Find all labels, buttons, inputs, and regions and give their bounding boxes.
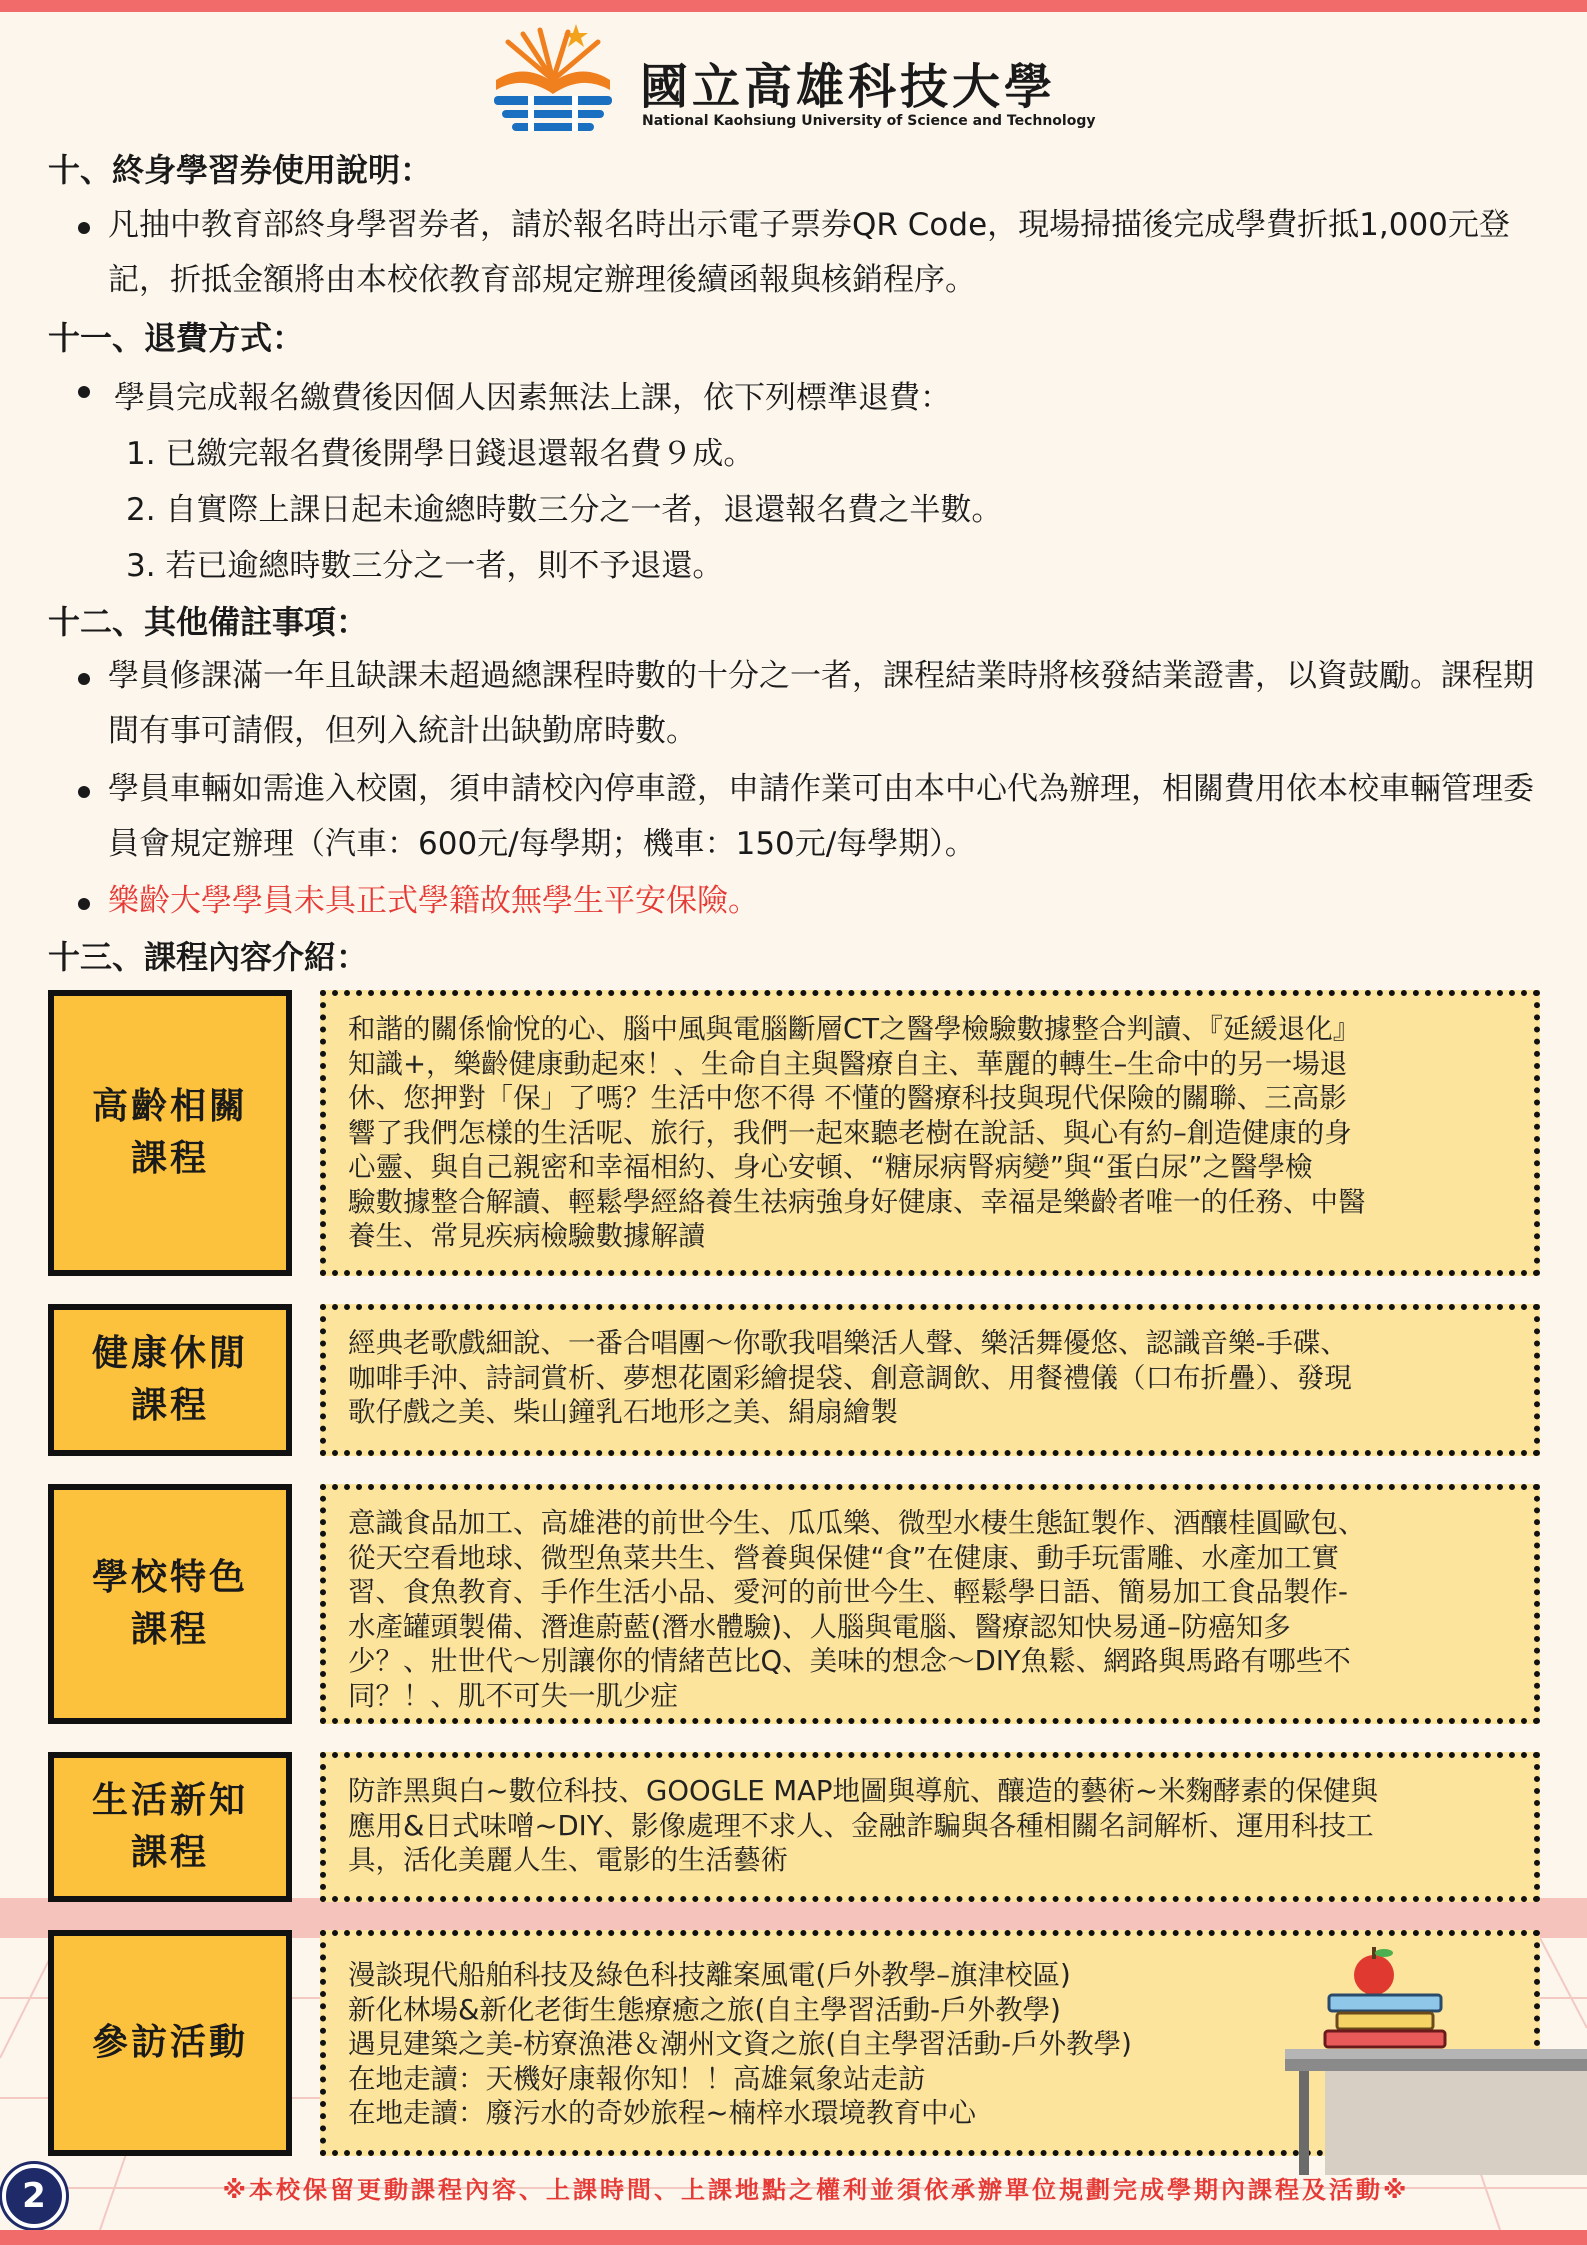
section-11-title: 十一、退費方式：: [48, 319, 305, 357]
section-13-title: 十三、課程內容介紹：: [48, 938, 369, 976]
section-12-bullet-2: 學員車輛如需進入校園，須申請校內停車證，申請作業可由本中心代為辦理，相關費用依本校車輛管理委員會規定辦理（汽車：600元/每學期；機車：150元/每學期）。: [108, 771, 1534, 862]
bullet-dot: [78, 386, 90, 398]
desc-line: 歌仔戲之美、柴山鐘乳石地形之美、絹扇繪製: [348, 1396, 898, 1428]
desc-line: 知識+，樂齡健康動起來！、生命自主與醫療自主、華麗的轉生–生命中的另一場退: [348, 1047, 1348, 1080]
desc-line: 從天空看地球、微型魚菜共生、營養與保健“食”在健康、動手玩雷雕、水產加工實: [348, 1541, 1339, 1574]
course-desc-life: [320, 1752, 1540, 1902]
desc-line: 休、您押對「保」了嗎？生活中您不得 不懂的醫療科技與現代保險的關聯、三高影: [348, 1082, 1347, 1114]
bullet-dot: [78, 898, 90, 910]
section-10-text: 凡抽中教育部終身學習券者，請於報名時出示電子票券QR Code，現場掃描後完成學費折抵1,000元登記，折抵金額將由本校依教育部規定辦理後續函報與核銷程序。: [108, 207, 1510, 298]
desk-books-apple-illustration: [1285, 1945, 1587, 2175]
category-label-line: 課程: [130, 1609, 209, 1650]
course-desc-school: [320, 1484, 1540, 1724]
bottom-accent-bar: [0, 2230, 1587, 2245]
desc-line: 遇見建築之美-枋寮漁港＆潮州文資之旅(自主學習活動-戶外教學): [348, 2028, 1132, 2060]
desc-line: 少？、壯世代～別讓你的情緒芭比Q、美味的想念～DIY魚鬆、網路與馬路有哪些不: [348, 1645, 1351, 1677]
desc-line: 防詐黑與白~數位科技、GOOGLE MAP地圖與導航、釀造的藝術~米麴酵素的保健與: [348, 1775, 1379, 1807]
desc-line: 具，活化美麗人生、電影的生活藝術: [348, 1844, 788, 1876]
desc-line: 漫談現代船舶科技及綠色科技離案風電(戶外教學–旗津校區): [348, 1959, 1071, 1991]
desc-line: 應用&日式味噌~DIY、影像處理不求人、金融詐騙與各種相關名詞解析、運用科技工: [348, 1809, 1374, 1842]
category-label-line: 參訪活動: [91, 2022, 248, 2063]
refund-item-3: 3. 若已逾總時數三分之一者，則不予退還。: [126, 548, 724, 584]
desc-line: 驗數據整合解讀、輕鬆學經絡養生祛病強身好健康、幸福是樂齡者唯一的任務、中醫: [348, 1185, 1366, 1218]
desc-line: 經典老歌戲細說、一番合唱團～你歌我唱樂活人聲、樂活舞優悠、認識音樂-手碟、: [348, 1327, 1348, 1359]
section-12-bullet-1: 學員修課滿一年且缺課未超過總課程時數的十分之一者，課程結業時將核發結業證書，以資鼓勵。課程期間有事可請假，但列入統計出缺勤席時數。: [108, 658, 1534, 749]
section-12-bullet-3-warning: 樂齡大學學員未具正式學籍故無學生平安保險。: [108, 883, 759, 919]
desc-line: 在地走讀：廢污水的奇妙旅程~楠梓水環境教育中心: [348, 2097, 977, 2129]
course-category-visits: [48, 1930, 292, 2156]
course-desc-senior: [320, 990, 1540, 1276]
page-number-badge: 2: [2, 2164, 66, 2228]
desc-line: 養生、常見疾病檢驗數據解讀: [348, 1220, 706, 1252]
desc-line: 同？！、肌不可失一肌少症: [348, 1679, 678, 1712]
section-12-title: 十二、其他備註事項：: [48, 603, 369, 641]
bullet-dot: [78, 222, 90, 234]
section-10-title: 十、終身學習券使用說明：: [48, 151, 433, 189]
bullet-dot: [78, 673, 90, 685]
category-label-line: 課程: [130, 1385, 209, 1426]
header: [480, 20, 1120, 140]
section-11-intro: 學員完成報名繳費後因個人因素無法上課，依下列標準退費：: [114, 380, 951, 416]
refund-item-2: 2. 自實際上課日起未逾總時數三分之一者，退還報名費之半數。: [126, 492, 1003, 528]
course-category-leisure: [48, 1304, 292, 1456]
university-name-en: National Kaohsiung University of Science and Technology: [642, 113, 1096, 129]
desc-line: 咖啡手沖、詩詞賞析、夢想花園彩繪提袋、創意調飲、用餐禮儀（口布折疊）、發現: [348, 1361, 1352, 1394]
desc-line: 新化林場&新化老街生態療癒之旅(自主學習活動-戶外教學): [348, 1993, 1061, 2026]
category-label-line: 課程: [130, 1832, 209, 1873]
desc-line: 習、食魚教育、手作生活小品、愛河的前世今生、輕鬆學日語、簡易加工食品製作-: [348, 1576, 1348, 1608]
top-accent-bar: [0, 0, 1587, 12]
desc-line: 和諧的關係愉悅的心、腦中風與電腦斷層CT之醫學檢驗數據整合判讀、『延緩退化』: [348, 1013, 1361, 1045]
category-label-line: 健康休閒: [91, 1333, 248, 1374]
desc-line: 在地走讀：天機好康報你知！！高雄氣象站走訪: [348, 2062, 926, 2095]
category-label-line: 學校特色: [91, 1557, 248, 1598]
desc-line: 心靈、與自己親密和幸福相約、身心安頓、“糖尿病腎病變”與“蛋白尿”之醫學檢: [348, 1151, 1313, 1183]
desc-line: 意識食品加工、高雄港的前世今生、瓜瓜樂、微型水棲生態缸製作、酒釀桂圓歐包、: [348, 1507, 1366, 1539]
course-category-life: [48, 1752, 292, 1902]
course-category-school: [48, 1484, 292, 1724]
footer-disclaimer: ※本校保留更動課程內容、上課時間、上課地點之權利並須依承辦單位規劃完成學期內課程及活動※: [222, 2176, 1410, 2204]
university-logo-icon: [488, 22, 618, 138]
desc-line: 水產罐頭製備、潛進蔚藍(潛水體驗)、人腦與電腦、醫療認知快易通–防癌知多: [348, 1610, 1291, 1643]
desc-line: 響了我們怎樣的生活呢、旅行，我們一起來聽老樹在說話、與心有約–創造健康的身: [348, 1116, 1352, 1149]
bullet-dot: [78, 786, 90, 798]
category-label-line: 高齡相關: [91, 1086, 248, 1127]
category-label-line: 生活新知: [91, 1780, 248, 1821]
category-label-line: 課程: [130, 1138, 209, 1179]
course-desc-leisure: [320, 1304, 1540, 1456]
university-name: 國立高雄科技大學: [640, 59, 1057, 115]
refund-item-1: 1. 已繳完報名費後開學日錢退還報名費９成。: [126, 436, 755, 472]
course-category-senior: [48, 990, 292, 1276]
